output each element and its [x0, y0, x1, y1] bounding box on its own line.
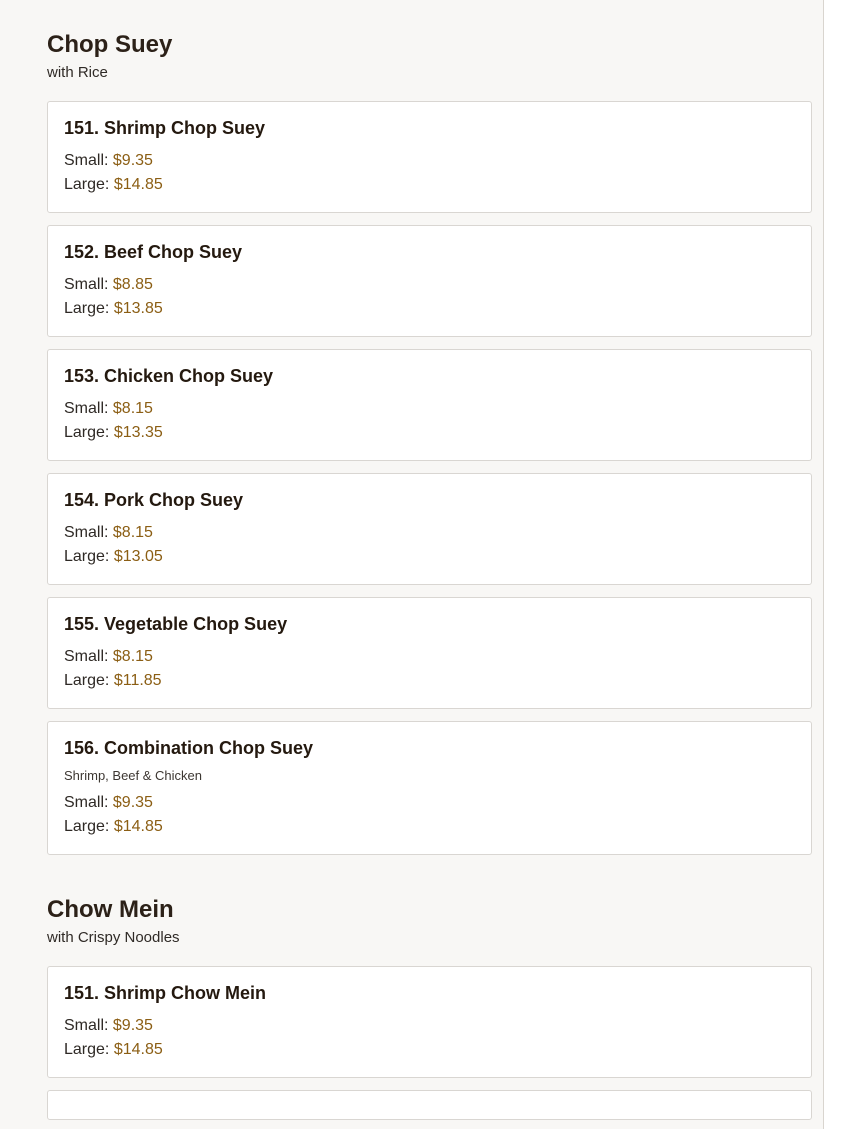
- small-price-value: $9.35: [112, 1017, 153, 1034]
- price-list: [64, 1014, 795, 1062]
- section-title: Chop Suey: [47, 31, 173, 58]
- small-price-value: $8.15: [112, 648, 153, 665]
- large-price-label: Large:: [64, 300, 110, 317]
- section-subtitle: with Crispy Noodles: [47, 929, 180, 946]
- menu-item-name: 152. Beef Chop Suey: [64, 242, 243, 262]
- large-price-value: $13.85: [113, 300, 163, 317]
- small-price-line: [64, 521, 795, 545]
- large-price-label: Large:: [64, 1041, 110, 1058]
- small-price-label: Small:: [64, 276, 109, 293]
- large-price-value: $14.85: [113, 176, 163, 193]
- small-price-value: $9.35: [112, 152, 153, 169]
- small-price-label: Small:: [64, 524, 109, 541]
- menu-item-card[interactable]: [47, 721, 812, 855]
- large-price-line: [64, 297, 795, 321]
- menu-item-name: 154. Pork Chop Suey: [64, 490, 244, 510]
- menu-item-card[interactable]: [47, 1090, 812, 1120]
- menu-item-name: 151. Shrimp Chow Mein: [64, 983, 267, 1003]
- large-price-value: $13.05: [113, 548, 163, 565]
- large-price-label: Large:: [64, 424, 110, 441]
- small-price-label: Small:: [64, 648, 109, 665]
- menu-items-list: [47, 966, 812, 1120]
- small-price-value: $9.35: [112, 794, 153, 811]
- large-price-value: $13.35: [113, 424, 163, 441]
- price-list: [64, 397, 795, 445]
- menu-item-card[interactable]: [47, 597, 812, 709]
- menu-item-name: 153. Chicken Chop Suey: [64, 366, 274, 386]
- menu-items-list: [47, 101, 812, 855]
- small-price-value: $8.85: [112, 276, 153, 293]
- price-list: [64, 645, 795, 693]
- small-price-label: Small:: [64, 794, 109, 811]
- small-price-line: [64, 273, 795, 297]
- section-title: Chow Mein: [47, 896, 174, 923]
- price-list: [64, 521, 795, 569]
- menu-item-card[interactable]: [47, 473, 812, 585]
- large-price-value: $14.85: [113, 818, 163, 835]
- menu-item-name: 151. Shrimp Chop Suey: [64, 118, 266, 138]
- large-price-line: [64, 545, 795, 569]
- large-price-label: Large:: [64, 548, 110, 565]
- large-price-line: [64, 173, 795, 197]
- large-price-label: Large:: [64, 818, 110, 835]
- large-price-label: Large:: [64, 672, 110, 689]
- section-chop-suey: [47, 30, 812, 855]
- large-price-line: [64, 815, 795, 839]
- menu-item-description: Shrimp, Beef & Chicken: [64, 768, 203, 783]
- menu-item-name: 155. Vegetable Chop Suey: [64, 614, 288, 634]
- section-subtitle: with Rice: [47, 64, 108, 81]
- small-price-label: Small:: [64, 400, 109, 417]
- small-price-line: [64, 397, 795, 421]
- small-price-label: Small:: [64, 152, 109, 169]
- small-price-value: $8.15: [112, 524, 153, 541]
- menu-item-name: 156. Combination Chop Suey: [64, 738, 314, 758]
- small-price-value: $8.15: [112, 400, 153, 417]
- large-price-line: [64, 421, 795, 445]
- large-price-line: [64, 669, 795, 693]
- menu-item-card[interactable]: [47, 966, 812, 1078]
- large-price-value: $14.85: [113, 1041, 163, 1058]
- large-price-line: [64, 1038, 795, 1062]
- small-price-line: [64, 645, 795, 669]
- price-list: [64, 273, 795, 321]
- section-chow-mein: [47, 895, 812, 1120]
- large-price-label: Large:: [64, 176, 110, 193]
- small-price-line: [64, 149, 795, 173]
- menu-item-card[interactable]: [47, 101, 812, 213]
- menu-content: [47, 30, 812, 1129]
- menu-item-card[interactable]: [47, 349, 812, 461]
- price-list: [64, 791, 795, 839]
- small-price-line: [64, 1014, 795, 1038]
- large-price-value: $11.85: [113, 672, 162, 689]
- small-price-label: Small:: [64, 1017, 109, 1034]
- menu-item-card[interactable]: [47, 225, 812, 337]
- small-price-line: [64, 791, 795, 815]
- price-list: [64, 149, 795, 197]
